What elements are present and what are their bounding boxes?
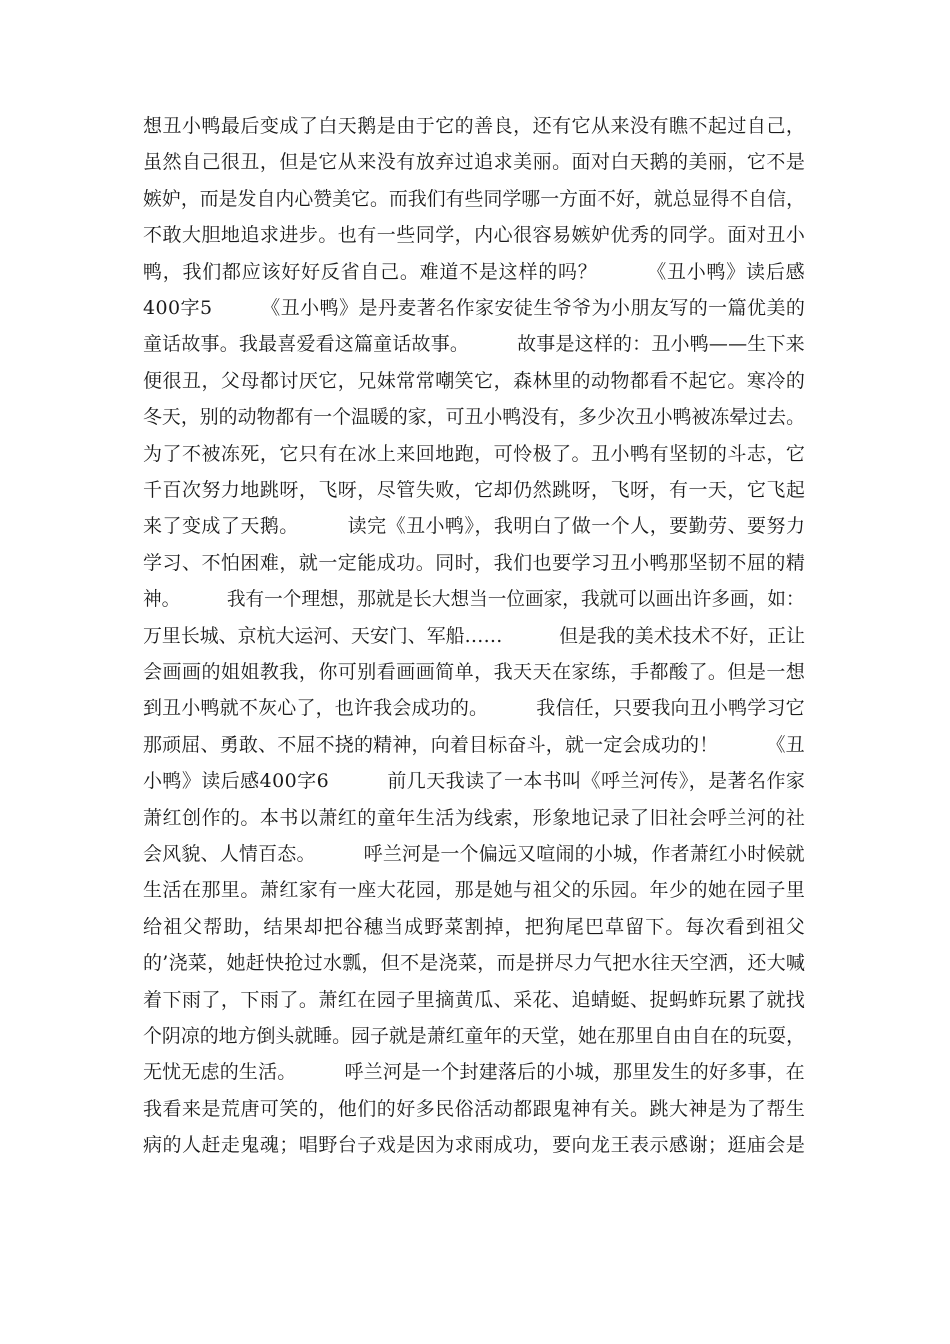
text-line: 萧红创作的。本书以萧红的童年生活为线索，形象地记录了旧社会呼兰河的社 xyxy=(143,806,806,829)
text-line: 冬天，别的动物都有一个温暖的家，可丑小鸭没有，多少次丑小鸭被冻晕过去。 xyxy=(143,406,806,429)
text-line: 千百次努力地跳呀，飞呀，尽管失败，它却仍然跳呀，飞呀，有一天，它飞起 xyxy=(143,479,806,501)
text-line: 会风貌、人情百态。 呼兰河是一个偏远又喧闹的小城，作者萧红小时候就 xyxy=(143,843,805,865)
text-line: 400字5 《丑小鸭》是丹麦著名作家安徒生爷爷为小朋友写的一篇优美的 xyxy=(143,297,806,319)
text-line: 神。 我有一个理想，那就是长大想当一位画家，我就可以画出许多画，如： xyxy=(143,588,805,611)
text-line: 来了变成了天鹅。 读完《丑小鸭》，我明白了做一个人，要勤劳、要努力 xyxy=(143,515,806,538)
text-line: 生活在那里。萧红家有一座大花园，那是她与祖父的乐园。年少的她在园子里 xyxy=(143,879,806,902)
text-line: 到丑小鸭就不灰心了，也许我会成功的。 我信任，只要我向丑小鸭学习它 xyxy=(143,697,805,720)
text-line: 为了不被冻死，它只有在冰上来回地跑，可怜极了。丑小鸭有坚韧的斗志，它 xyxy=(143,442,806,465)
text-line: 个阴凉的地方倒头就睡。园子就是萧红童年的天堂，她在那里自由自在的玩耍， xyxy=(143,1025,806,1047)
text-line: 那顽屈、勇敢、不屈不挠的精神，向着目标奋斗，就一定会成功的！ 《丑 xyxy=(143,733,805,756)
text-line: 着下雨了，下雨了。萧红在园子里摘黄瓜、采花、追蜻蜓、捉蚂蚱玩累了就找 xyxy=(143,988,806,1011)
text-line: 学习、不怕困难，就一定能成功。同时，我们也要学习丑小鸭那坚韧不屈的精 xyxy=(143,551,806,574)
text-line: 的’浇菜，她赶快抢过水瓢，但不是浇菜，而是拼尽力气把水往天空洒，还大喊 xyxy=(143,952,806,975)
text-line: 我看来是荒唐可笑的，他们的好多民俗活动都跟鬼神有关。跳大神是为了帮生 xyxy=(143,1097,806,1120)
text-line: 病的人赶走鬼魂；唱野台子戏是因为求雨成功，要向龙王表示感谢；逛庙会是 xyxy=(143,1134,806,1157)
text-line: 童话故事。我最喜爱看这篇童话故事。 故事是这样的：丑小鸭——生下来 xyxy=(143,333,805,356)
text-line: 便很丑，父母都讨厌它，兄妹常常嘲笑它，森林里的动物都看不起它。寒冷的 xyxy=(143,369,806,392)
text-line: 无忧无虑的生活。 呼兰河是一个封建落后的小城，那里发生的好多事，在 xyxy=(143,1061,805,1084)
text-line: 嫉妒，而是发自内心赞美它。而我们有些同学哪一方面不好，就总显得不自信， xyxy=(143,187,806,210)
text-line: 鸭，我们都应该好好反省自己。难道不是这样的吗？ 《丑小鸭》读后感 xyxy=(143,260,806,283)
text-line: 想丑小鸭最后变成了白天鹅是由于它的善良，还有它从来没有瞧不起过自己， xyxy=(143,115,806,137)
text-line: 虽然自己很丑，但是它从来没有放弃过追求美丽。面对白天鹅的美丽，它不是 xyxy=(143,151,806,174)
text-line: 会画画的姐姐教我，你可别看画画简单，我天天在家练，手都酸了。但是一想 xyxy=(143,661,806,683)
text-line: 不敢大胆地追求进步。也有一些同学，内心很容易嫉妒优秀的同学。面对丑小 xyxy=(143,224,806,247)
text-line: 给祖父帮助，结果却把谷穗当成野菜割掉，把狗尾巴草留下。每次看到祖父 xyxy=(143,915,806,938)
text-line: 小鸭》读后感400字6 前几天我读了一本书叫《呼兰河传》，是著名作家 xyxy=(143,770,806,793)
text-line: 万里长城、京杭大运河、天安门、军船…… 但是我的美术技术不好，正让 xyxy=(143,624,806,647)
